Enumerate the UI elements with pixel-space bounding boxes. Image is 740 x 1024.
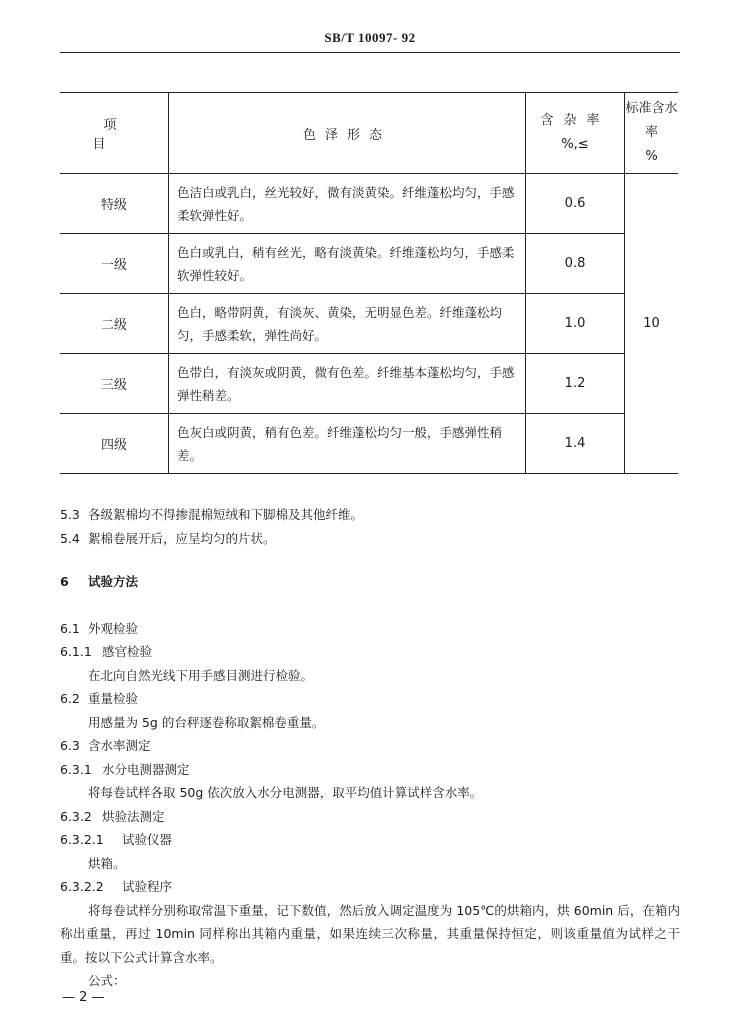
clause-6-3-2-1-body: 烘箱。	[88, 855, 126, 871]
grade-cell: 四级	[60, 414, 169, 474]
clause-6-3-1: 6.3.1 水分电测器测定	[60, 761, 190, 777]
table-row	[60, 234, 678, 294]
header-moisture	[625, 93, 678, 174]
impurity-cell: 1.0	[526, 294, 625, 354]
header-description: 色泽形态	[169, 93, 526, 174]
description-cell: 色带白，有淡灰或阴黄，微有色差。纤维基本蓬松均匀，手感弹性稍差。	[169, 354, 526, 414]
table-row	[60, 354, 678, 414]
grade-cell: 特级	[60, 174, 169, 234]
header-impurity-label: 含杂率	[540, 113, 610, 128]
grade-cell: 二级	[60, 294, 169, 354]
clause-6-3-2-2-body: 将每卷试样分别称取常温下重量，记下数值，然后放入调定温度为 105℃的烘箱内，烘 60min 后，在箱内称出重量，再过 10min 同样称出其箱内重量，如果连续三次称量，其重量保持恒定，则该重量值为试样之干重。按以下公式计算含水率。	[60, 902, 680, 965]
section-6-heading: 6 试验方法	[60, 574, 139, 589]
impurity-cell: 0.8	[526, 234, 625, 294]
impurity-cell: 1.4	[526, 414, 625, 474]
table-header-row	[60, 93, 678, 174]
section-6-block	[60, 570, 680, 993]
impurity-cell: 0.6	[526, 174, 625, 234]
header-item: 项 目	[60, 93, 169, 174]
grade-cell: 三级	[60, 354, 169, 414]
table-row	[60, 174, 678, 234]
table-row	[60, 294, 678, 354]
moisture-cell: 10	[625, 174, 678, 474]
impurity-cell: 1.2	[526, 354, 625, 414]
grade-cell: 一级	[60, 234, 169, 294]
clause-6-3-2-1: 6.3.2.1 试验仪器	[60, 832, 173, 847]
clause-5-block	[60, 503, 680, 550]
page-number: — 2 —	[62, 990, 105, 1005]
clause-6-3: 6.3 含水率测定	[60, 738, 151, 753]
standard-code-header: SB/T 10097- 92	[324, 30, 416, 45]
clause-6-1: 6.1 外观检验	[60, 620, 139, 636]
clause-5-3: 5.3 各级絮棉均不得掺混棉短绒和下脚棉及其他纤维。	[60, 507, 364, 522]
clause-5-4: 5.4 絮棉卷展开后，应呈均匀的片状。	[60, 530, 276, 546]
header-moisture-label: 标准含水率	[625, 101, 678, 140]
description-cell: 色白，略带阴黄，有淡灰、黄染，无明显色差。纤维蓬松均匀，手感柔软，弹性尚好。	[169, 294, 526, 354]
clause-6-1-1: 6.1.1 感官检验	[60, 644, 153, 659]
description-cell: 色灰白或阴黄，稍有色差。纤维蓬松均匀一般，手感弹性稍差。	[169, 414, 526, 474]
clause-6-3-1-body: 将每卷试样各取 50g 依次放入水分电测器，取平均值计算试样含水率。	[88, 785, 483, 800]
clause-6-2-body: 用感量为 5g 的台秤逐卷称取絮棉卷重量。	[88, 714, 325, 730]
header-impurity	[526, 93, 625, 174]
clause-6-2: 6.2 重量检验	[60, 691, 139, 706]
header-moisture-unit: %	[645, 149, 658, 164]
table-row	[60, 414, 678, 474]
clause-6-3-2-2: 6.3.2.2 试验程序	[60, 879, 173, 894]
header-impurity-unit: %,≤	[561, 137, 589, 152]
clause-6-1-1-body: 在北向自然光线下用手感目测进行检验。	[88, 667, 314, 683]
description-cell: 色白或乳白，稍有丝光，略有淡黄染。纤维蓬松均匀，手感柔软弹性较好。	[169, 234, 526, 294]
formula-label: 公式：	[88, 973, 126, 988]
grade-requirements-table	[60, 92, 678, 474]
header-rule	[60, 52, 680, 53]
description-cell: 色洁白或乳白，丝光较好，微有淡黄染。纤维蓬松均匀，手感柔软弹性好。	[169, 174, 526, 234]
clause-6-3-2: 6.3.2 烘验法测定	[60, 808, 165, 824]
